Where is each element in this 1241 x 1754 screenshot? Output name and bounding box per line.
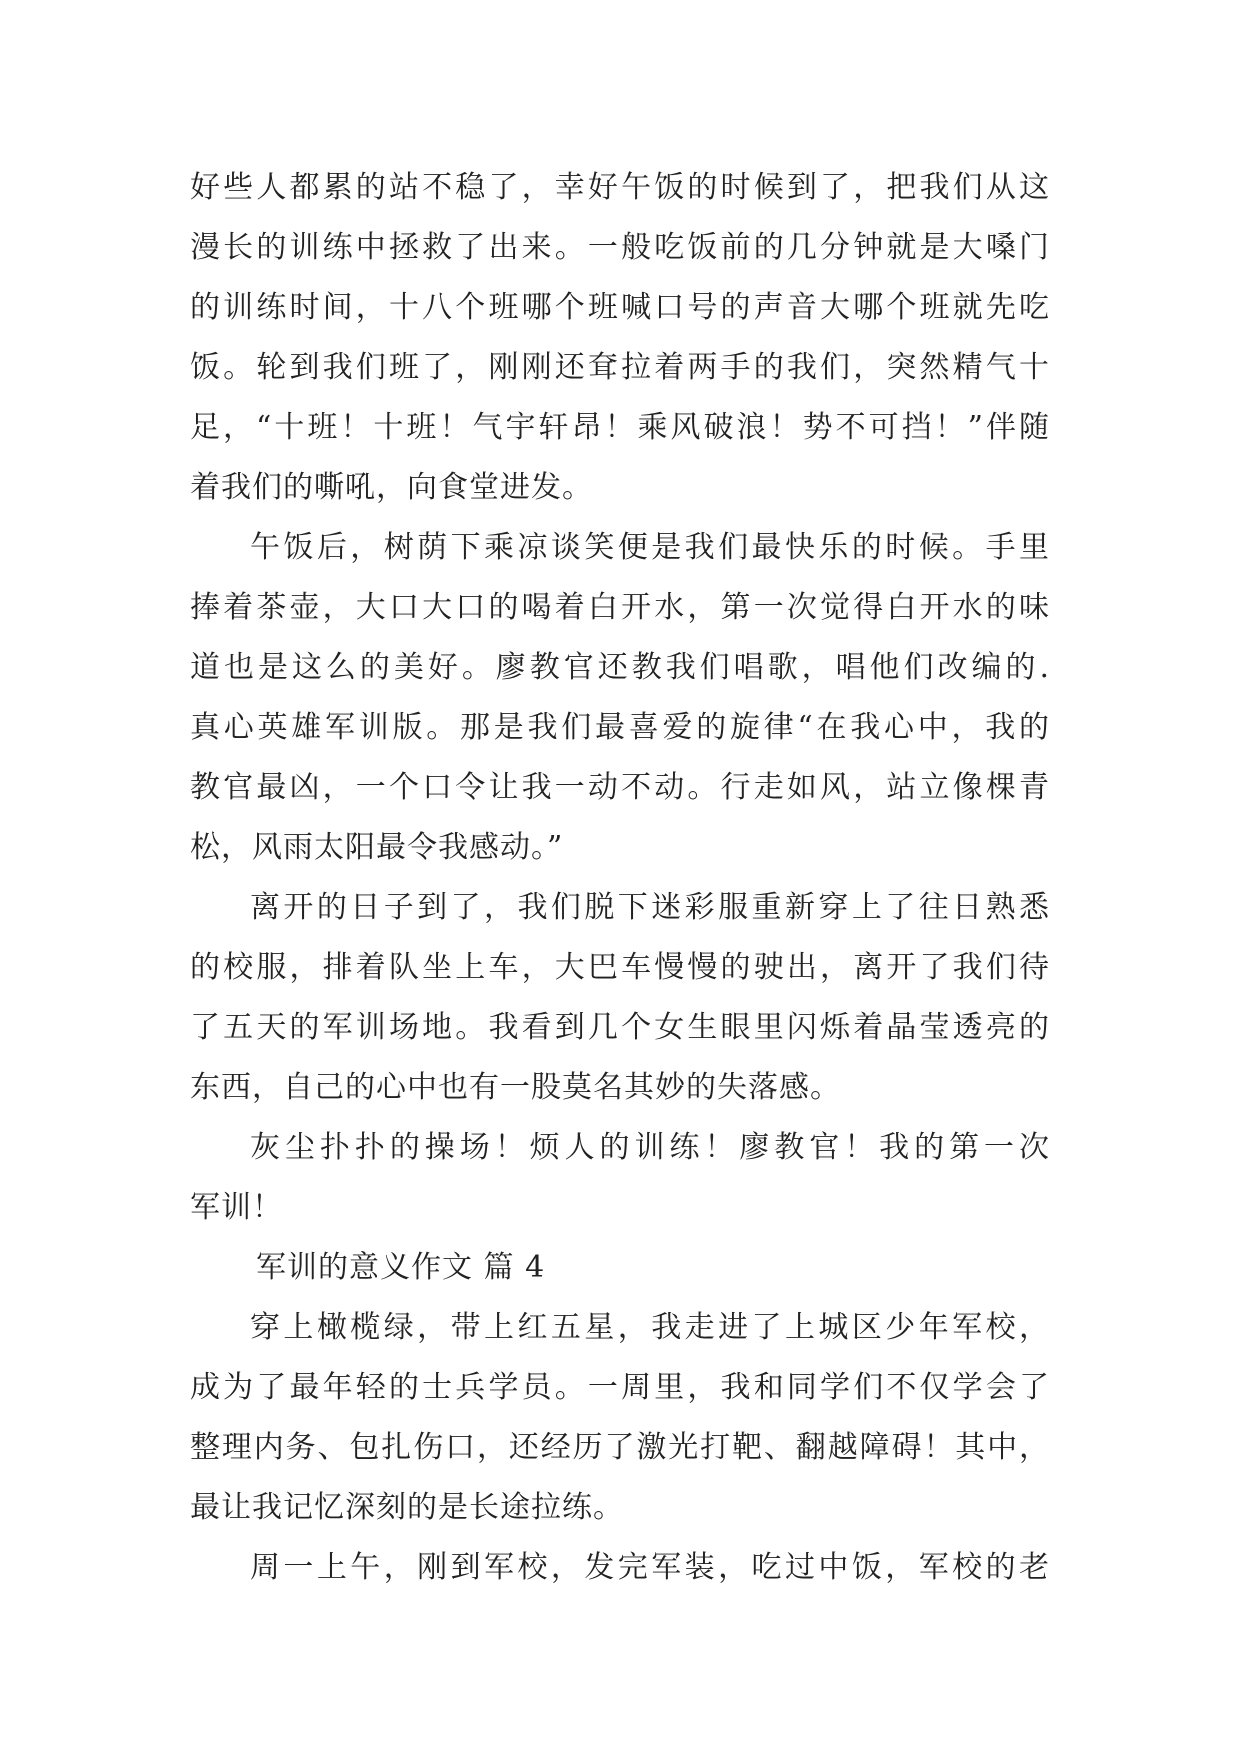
text-line: 周一上午，刚到军校，发完军装，吃过中饭，军校的老 <box>250 1550 1050 1585</box>
paragraph <box>190 1118 1050 1238</box>
text-line: 好些人都累的站不稳了，幸好午饭的时候到了，把我们从这 <box>190 170 1050 205</box>
text-line: 成为了最年轻的士兵学员。一周里，我和同学们不仅学会了 <box>190 1370 1050 1405</box>
text-line: 穿上橄榄绿，带上红五星，我走进了上城区少年军校， <box>250 1310 1050 1345</box>
text-line: 离开的日子到了，我们脱下迷彩服重新穿上了往日熟悉 <box>250 890 1050 925</box>
section-heading <box>190 1238 1050 1298</box>
text-line: 真心英雄军训版。那是我们最喜爱的旋律“在我心中，我的 <box>190 710 1050 745</box>
text-line: 东西，自己的心中也有一股莫名其妙的失落感。 <box>190 1070 841 1105</box>
text-line: 军训！ <box>190 1190 283 1225</box>
text-line: 灰尘扑扑的操场！烦人的训练！廖教官！我的第一次 <box>250 1130 1050 1165</box>
text-line: 最让我记忆深刻的是长途拉练。 <box>190 1490 624 1525</box>
text-line: 道也是这么的美好。廖教官还教我们唱歌，唱他们改编的. <box>190 650 1050 685</box>
paragraph <box>190 1298 1050 1538</box>
paragraph <box>190 518 1050 878</box>
document-body <box>190 158 1050 1598</box>
paragraph <box>190 878 1050 1118</box>
section-heading-text: 军训的意义作文 篇 4 <box>256 1250 546 1285</box>
paragraph <box>190 158 1050 518</box>
text-line: 了五天的军训场地。我看到几个女生眼里闪烁着晶莹透亮的 <box>190 1010 1050 1045</box>
text-line: 捧着茶壶，大口大口的喝着白开水，第一次觉得白开水的味 <box>190 590 1050 625</box>
text-line: 着我们的嘶吼，向食堂进发。 <box>190 470 593 505</box>
text-line: 足，“十班！十班！气宇轩昂！乘风破浪！势不可挡！”伴随 <box>190 410 1050 445</box>
text-line: 漫长的训练中拯救了出来。一般吃饭前的几分钟就是大嗓门 <box>190 230 1050 265</box>
text-line: 的训练时间，十八个班哪个班喊口号的声音大哪个班就先吃 <box>190 290 1050 325</box>
paragraph <box>190 1538 1050 1598</box>
text-line: 午饭后，树荫下乘凉谈笑便是我们最快乐的时候。手里 <box>250 530 1050 565</box>
text-line: 的校服，排着队坐上车，大巴车慢慢的驶出，离开了我们待 <box>190 950 1050 985</box>
text-line: 整理内务、包扎伤口，还经历了激光打靶、翻越障碍！其中， <box>190 1430 1050 1465</box>
text-line: 松，风雨太阳最令我感动。” <box>190 830 564 865</box>
text-line: 饭。轮到我们班了，刚刚还耷拉着两手的我们，突然精气十 <box>190 350 1050 385</box>
text-line: 教官最凶，一个口令让我一动不动。行走如风，站立像棵青 <box>190 770 1050 805</box>
